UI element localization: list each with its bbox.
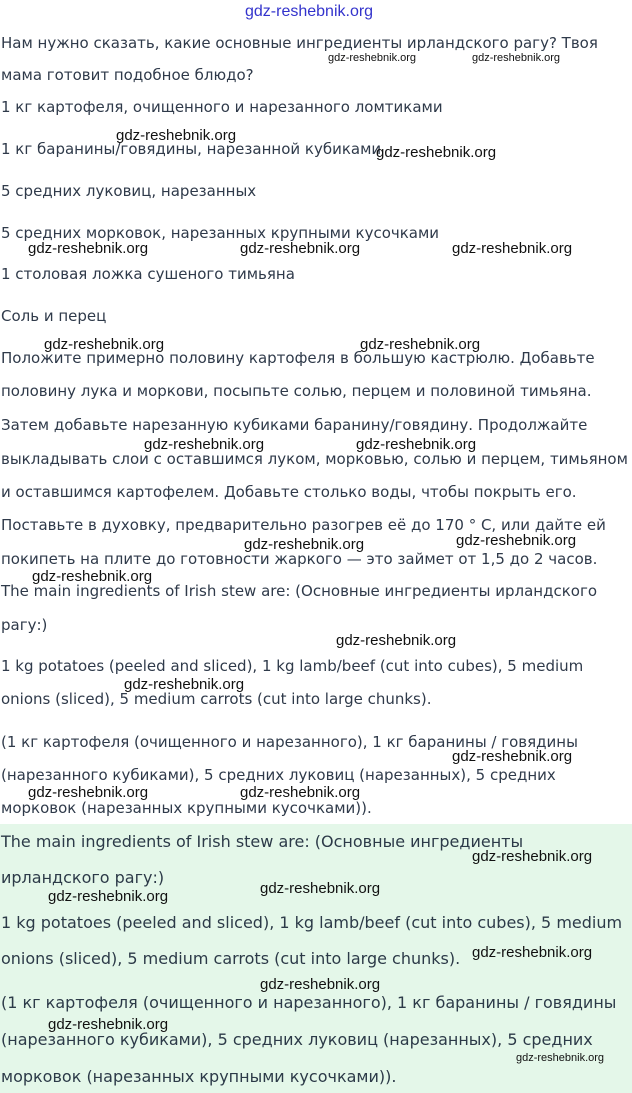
answer-line: (нарезанного кубиками), 5 средних луковиц (нарезанных), 5 средних [1,766,556,784]
watermark: gdz-reshebnik.org [240,784,361,801]
green-answer-line: (нарезанного кубиками), 5 средних луковиц (нарезанных), 5 средних [1,1030,593,1049]
watermark: gdz-reshebnik.org [116,127,237,144]
green-answer-line: 1 kg potatoes (peeled and sliced), 1 kg lamb/beef (cut into cubes), 5 medium [1,913,623,932]
recipe-line: 1 кг баранины/говядины, нарезанной кубиками [1,140,382,158]
watermark: gdz-reshebnik.org [328,52,417,64]
recipe-line: Затем добавьте нарезанную кубиками баранину/говядину. Продолжайте [1,416,588,434]
watermark: gdz-reshebnik.org [245,3,374,20]
watermark: gdz-reshebnik.org [48,888,169,905]
watermark: gdz-reshebnik.org [144,436,265,453]
watermark: gdz-reshebnik.org [336,632,457,649]
watermark: gdz-reshebnik.org [28,240,149,257]
recipe-line: Соль и перец [1,307,107,325]
watermark: gdz-reshebnik.org [260,976,381,993]
green-answer-line: морковок (нарезанных крупными кусочками)). [1,1067,397,1086]
recipe-line: 5 средних луковиц, нарезанных [1,182,257,200]
green-answer-line: ирландского рагу:) [1,868,165,887]
watermark: gdz-reshebnik.org [376,144,497,161]
answer-line: рагу:) [1,616,48,634]
recipe-line: половину лука и моркови, посыпьте солью, перцем и половиной тимьяна. [1,382,592,400]
watermark: gdz-reshebnik.org [260,880,381,897]
watermark: gdz-reshebnik.org [48,1016,169,1033]
watermark: gdz-reshebnik.org [472,944,593,961]
recipe-line: мама готовит подобное блюдо? [1,66,254,84]
watermark: gdz-reshebnik.org [32,568,153,585]
answer-line: 1 kg potatoes (peeled and sliced), 1 kg lamb/beef (cut into cubes), 5 medium [1,657,584,675]
watermark: gdz-reshebnik.org [516,1052,605,1064]
watermark: gdz-reshebnik.org [28,784,149,801]
recipe-line: 1 кг картофеля, очищенного и нарезанного ломтиками [1,98,443,116]
watermark: gdz-reshebnik.org [240,240,361,257]
recipe-line: Нам нужно сказать, какие основные ингредиенты ирландского рагу? Твоя [1,34,598,52]
watermark: gdz-reshebnik.org [452,748,573,765]
recipe-line: выкладывать слои с оставшимся луком, морковью, солью и перцем, тимьяном [1,450,628,468]
answer-line: морковок (нарезанных крупными кусочками)). [1,799,372,817]
watermark: gdz-reshebnik.org [124,676,245,693]
watermark: gdz-reshebnik.org [456,532,577,549]
answer-line: (1 кг картофеля (очищенного и нарезанного), 1 кг баранины / говядины [1,733,578,751]
watermark: gdz-reshebnik.org [360,336,481,353]
green-answer-line: (1 кг картофеля (очищенного и нарезанного), 1 кг баранины / говядины [1,993,617,1012]
watermark: gdz-reshebnik.org [356,436,477,453]
recipe-line: Положите примерно половину картофеля в большую кастрюлю. Добавьте [1,349,595,367]
watermark: gdz-reshebnik.org [452,240,573,257]
recipe-line: 5 средних морковок, нарезанных крупными кусочками [1,224,440,242]
answer-line: The main ingredients of Irish stew are: (Основные ингредиенты ирландского [1,582,598,600]
watermark: gdz-reshebnik.org [44,336,165,353]
recipe-line: Поставьте в духовку, предварительно разогрев её до 170 ° C, или дайте ей [1,516,606,534]
recipe-line: покипеть на плите до готовности жаркого — это займет от 1,5 до 2 часов. [1,550,598,568]
watermark: gdz-reshebnik.org [472,52,561,64]
green-answer-line: The main ingredients of Irish stew are: (Основные ингредиенты [1,832,524,851]
watermark: gdz-reshebnik.org [472,848,593,865]
watermark: gdz-reshebnik.org [244,536,365,553]
recipe-line: и оставшимся картофелем. Добавьте столько воды, чтобы покрыть его. [1,483,577,501]
recipe-line: 1 столовая ложка сушеного тимьяна [1,265,295,283]
answer-line: onions (sliced), 5 medium carrots (cut into large chunks). [1,690,432,708]
green-answer-line: onions (sliced), 5 medium carrots (cut into large chunks). [1,949,461,968]
